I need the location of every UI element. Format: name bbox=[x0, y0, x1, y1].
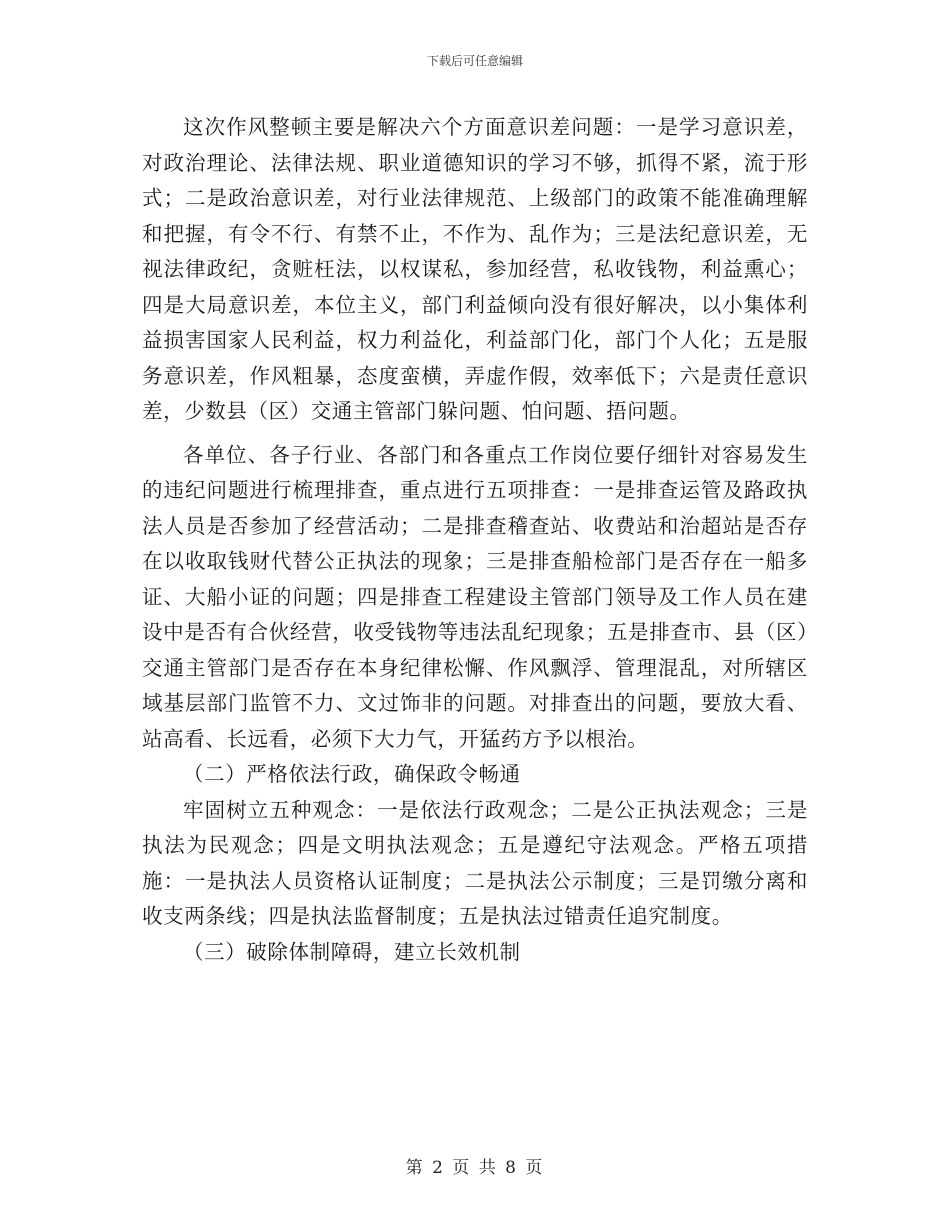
document-body bbox=[142, 110, 808, 970]
paragraph-gap bbox=[142, 430, 808, 438]
paragraph-five-concepts: 牢固树立五种观念：一是依法行政观念；二是公正执法观念；三是执法为民观念；四是文明执法观念；五是遵纪守法观念。严格五项措施：一是执法人员资格认证制度；二是执法公示制度；三是罚缴分离和收支两条线；四是执法监督制度；五是执法过错责任追究制度。 bbox=[142, 797, 808, 928]
section-heading-long-term-mechanism: （三）破除体制障碍，建立长效机制 bbox=[183, 939, 521, 964]
page-header: 下载后可任意编辑 bbox=[426, 54, 523, 68]
paragraph-five-inspections: 各单位、各子行业、各部门和各重点工作岗位要仔细针对容易发生的违纪问题进行梳理排查，重点进行五项排查：一是排查运管及路政执法人员是否参加了经营活动；二是排查稽查站、收费站和治超站是否存在以收取钱财代替公正执法的现象；三是排查船检部门是否存在一船多证、大船小证的问题；四是排查工程建设主管部门领导及工作人员在建设中是否有合伙经营，收受钱物等违法乱纪现象；五是排查市、县（区）交通主管部门是否存在本身纪律松懈、作风飘浮、管理混乱，对所辖区域基层部门监管不力、文过饰非的问题。对排查出的问题，要放大看、站高看、长远看，必须下大力气，开猛药方予以根治。 bbox=[142, 442, 808, 751]
section-heading-law-administration: （二）严格依法行政，确保政令畅通 bbox=[183, 762, 521, 786]
paragraph-work-style-issues: 这次作风整顿主要是解决六个方面意识差问题：一是学习意识差，对政治理论、法律法规、职业道德知识的学习不够，抓得不紧，流于形式；二是政治意识差，对行业法律规范、上级部门的政策不能准确理解和把握，有令不行、有禁不止，不作为、乱作为；三是法纪意识差，无视法律政纪，贪赃枉法，以权谋私，参加经营，私收钱物，利益熏心；四是大局意识差，本位主义，部门利益倾向没有很好解决，以小集体利益损害国家人民利益，权力利益化，利益部门化，部门个人化；五是服务意识差，作风粗暴，态度蛮横，弄虚作假，效率低下；六是责任意识差，少数县（区）交通主管部门躲问题、怕问题、捂问题。 bbox=[142, 115, 808, 423]
page-number: 第 2 页 共 8 页 bbox=[405, 1158, 545, 1178]
